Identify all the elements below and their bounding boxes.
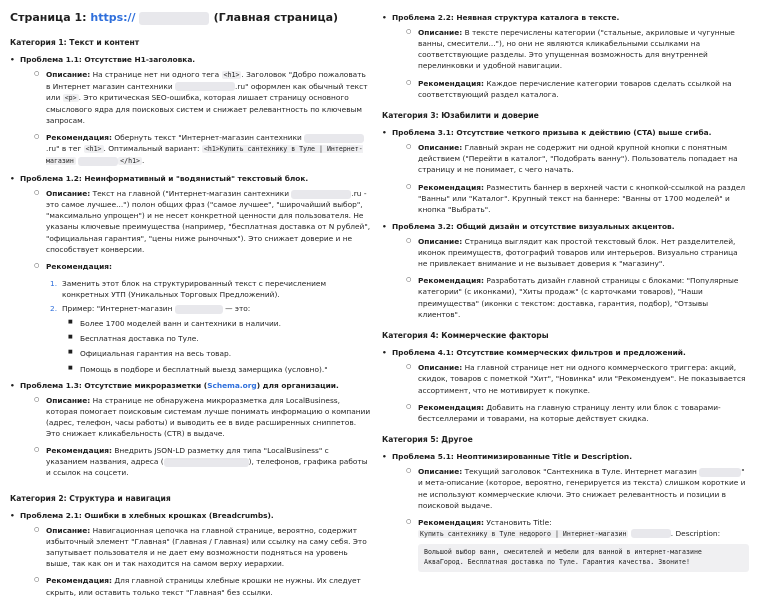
description-item: ○ Описание: На главной странице нет ни одного коммерческого триггера: акций, скидок, товаров с пометкой "Хит", "Новинка" или "Рекомендуем". Не показывается ассортимент, что не мотивирует к покупке. xyxy=(382,362,749,395)
category-heading: Категория 4: Коммерческие факторы xyxy=(382,330,549,340)
schema-org-link[interactable]: Schema.org xyxy=(207,380,257,390)
redacted-domain xyxy=(699,468,741,477)
redacted-domain xyxy=(304,134,364,143)
recommendation-item: ○ Рекомендация: Разместить баннер в верхней части с кнопкой-ссылкой на раздел "Ванны" или "Каталог". Крупный текст на баннере: "Ванны от 1700 моделей" и кнопка "Выбрать". xyxy=(382,182,749,215)
description-item: ○ Описание: Текущий заголовок "Сантехника в Туле. Интернет магазин " и мета-описание (которое, вероятно, генерируется из текста) слишком короткие и не используют коммерческие ключи. Это снижает релевантность и позиции в поисковой выдаче. xyxy=(382,466,749,510)
list-item: ■ Официальная гарантия на весь товар. xyxy=(10,348,372,359)
redacted-domain xyxy=(291,190,351,199)
problem-title: • Проблема 5.1: Неоптимизированные Title и Description. xyxy=(382,451,749,462)
inline-code: <h1> xyxy=(85,145,102,154)
page-title xyxy=(10,10,372,27)
problem-title: • Проблема 1.2: Неинформативный и "водянистый" текстовый блок. xyxy=(10,173,372,184)
description-item: ○ Описание: Навигационная цепочка на главной странице, вероятно, содержит избыточный элемент "Главная" (Главная / Главная) или ссылку на саму себя. Это запутывает пользователя и не дает ему возможности подняться на уровень выше, так как он и так находится на самом верху иерархии. xyxy=(10,525,372,569)
recommendation-item: ○ Рекомендация: Внедрить JSON-LD разметку для типа "LocalBusiness" с указанием названия, адреса ( ), телефонов, графика работы и ссылок на соцсети. xyxy=(10,445,372,478)
redacted-domain xyxy=(78,157,118,166)
left-column xyxy=(0,0,372,604)
problem-title: • Проблема 4.1: Отсутствие коммерческих фильтров и предложений. xyxy=(382,347,749,358)
recommendation-item: ○ Рекомендация: xyxy=(10,261,372,272)
recommendation-item: ○ Рекомендация: Обернуть текст "Интернет-магазин сантехники .ru" в тег <h1> . Оптимальный вариант: <h1>Купить сантехнику в Туле | Интернет-магазин </h1> . xyxy=(10,132,372,167)
description-item: ○ Описание: Страница выглядит как простой текстовый блок. Нет разделителей, иконок преимуществ, фотографий товаров или интерьеров. Визуально страница не привлекает внимание и не вызывает доверия к "магазину". xyxy=(382,236,749,269)
redacted-domain xyxy=(631,529,671,538)
recommendation-item: ○ Рекомендация: Каждое перечисление категории товаров сделать ссылкой на соответствующий раздел каталога. xyxy=(382,78,749,100)
category-heading: Категория 5: Другое xyxy=(382,434,473,444)
description-item: ○ Описание: Главный экран не содержит ни одной крупной кнопки с понятным действием ("Перейти в каталог", "Подобрать ванну"). Пользователь попадает на страницу и не понимает, с чего начать. xyxy=(382,142,749,175)
problem-title: • Проблема 2.1: Ошибки в хлебных крошках (Breadcrumbs). xyxy=(10,510,372,521)
recommendation-item: ○ Рекомендация: Добавить на главную страницу ленту или блок с товарами-бестселлерами и товарами, на которые действует скидка. xyxy=(382,402,749,424)
description-item: ○ Описание: На странице не обнаружена микроразметка для LocalBusiness, которая помогает поисковым системам лучше понимать информацию о компании (адрес, телефон, часы работы) и выводить ее в виде расширенных сниппетов. Это снижает кликабельность (CTR) в выдаче. xyxy=(10,395,372,439)
page-title-suffix: (Главная страница) xyxy=(213,11,339,24)
redacted-domain xyxy=(175,305,223,314)
problem-title: • Проблема 2.2: Неявная структура каталога в тексте. xyxy=(382,12,749,23)
inline-code: <p> xyxy=(64,94,77,102)
page-title-prefix: Страница 1: xyxy=(10,11,87,24)
description-item: ○ Описание: В тексте перечислены категории ("стальные, акриловые и чугунные ванны, смесители..."), но они не являются кликабельными ссылками на соответствующие разделы. Это упущенная возможность для внутренней перелинковки и удобной навигации. xyxy=(382,27,749,71)
page-url-link[interactable]: https:// xyxy=(90,11,136,24)
numbered-item: 1. Заменить этот блок на структурированный текст с перечислением конкретных УТП (Уникальных Торговых Предложений). xyxy=(50,278,327,299)
problem-title: • Проблема 3.2: Общий дизайн и отсутствие визуальных акцентов. xyxy=(382,221,749,232)
redacted-domain xyxy=(139,12,209,25)
recommendation-item: ○ Рекомендация: Для главной страницы хлебные крошки не нужны. Их следует скрыть, или оставить только текст "Главная" без ссылки. xyxy=(10,575,372,597)
description-item: ○ Описание: Текст на главной ("Интернет-магазин сантехники .ru - это самое лучшее...") полон общих фраз ("самое лучшее", "широчайший выбор", "максимально упрощен") и не несет конкретной ценности для пользователя. Не указаны ключевые преимущества (например, "бесплатная доставка от N рублей", "официальная гарантия", "цены ниже рыночных"). Это снижает доверие и не способствует конверсии. xyxy=(10,188,372,255)
code-block: Вольшой выбор ванн, смесителей и мебели для ванной в интернет-магазине АкваГород. Бесплатная доставка по Туле. Гарантия качества. Звоните! xyxy=(418,544,749,572)
numbered-item: 2. Пример: "Интернет-магазин — это: xyxy=(50,304,251,314)
redacted-domain xyxy=(175,82,235,91)
inline-code: </h1> xyxy=(120,157,141,166)
description-item: ○ Описание: На странице нет ни одного тега <h1> . Заголовок "Добро пожаловать в Интернет магазин сантехники .ru" оформлен как обычный текст или <p> . Это критическая SEO-ошибка, которая лишает страницу основного смыслового ядра для поисковых систем и снижает релевантность по ключевым запросам. xyxy=(10,69,372,126)
inline-code: Купить сантехнику в Туле недорого | Интернет-магазин xyxy=(420,529,627,538)
redacted-address xyxy=(164,458,249,467)
problem-title: • Проблема 1.3: Отсутствие микроразметки (Schema.org) для организации. xyxy=(10,380,372,391)
problem-title: • Проблема 1.1: Отсутствие H1-заголовка. xyxy=(10,54,372,65)
inline-code: <h1>Купить сантехнику в Туле | Интернет-магазин xyxy=(46,145,363,166)
recommendation-item: ○ Рекомендация: Разработать дизайн главной страницы с блоками: "Популярные категории" (с иконками), "Хиты продаж" (с карточками товаров), "Наши преимущества" (иконки с текстом: доставка, гарантия, подбор), "Отзывы клиентов". xyxy=(382,275,749,319)
problem-title: • Проблема 3.1: Отсутствие четкого призыва к действию (CTA) выше сгиба. xyxy=(382,127,749,138)
list-item: ■ Более 1700 моделей ванн и сантехники в наличии. xyxy=(10,318,372,329)
recommendation-item: ○ Рекомендация: Установить Title: Купить сантехнику в Туле недорого | Интернет-магазин . Description: Вольшой выбор ванн, смесителей и мебели для ванной в интернет-магазине АкваГород. Бесплатная доставка по Туле. Гарантия качества. Звоните! xyxy=(382,517,749,572)
list-item: ■ Бесплатная доставка по Туле. xyxy=(10,333,372,344)
list-item: ■ Помощь в подборе и бесплатный выезд замерщика (условно)." xyxy=(10,364,372,375)
right-column xyxy=(382,0,759,578)
category-heading: Категория 3: Юзабилити и доверие xyxy=(382,110,539,120)
inline-code: <h1> xyxy=(223,71,240,79)
category-heading: Категория 1: Текст и контент xyxy=(10,37,140,47)
category-heading: Категория 2: Структура и навигация xyxy=(10,493,171,503)
